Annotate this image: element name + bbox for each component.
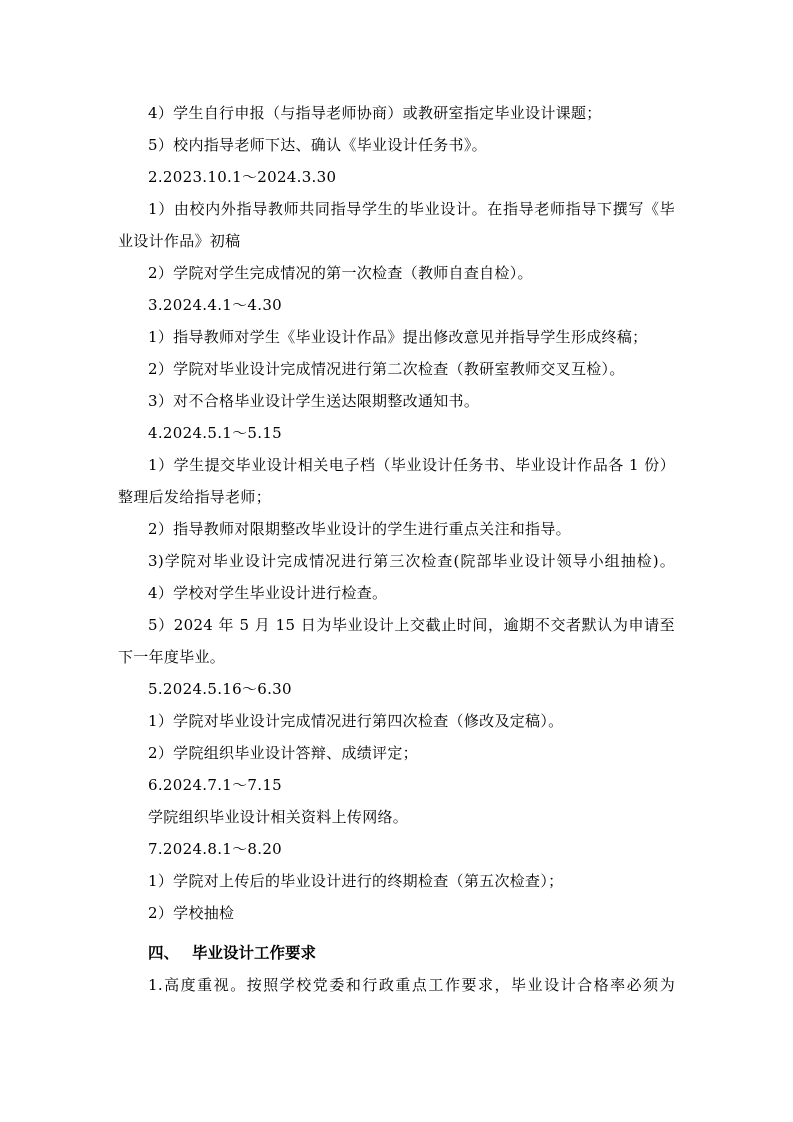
text-line: 2）指导教师对限期整改毕业设计的学生进行重点关注和指导。: [148, 520, 571, 538]
text-line: 4）学校对学生毕业设计进行检查。: [148, 584, 388, 602]
text-line: 3）对不合格毕业设计学生送达限期整改通知书。: [148, 392, 480, 410]
text-line: 5）2024 年 5 月 15 日为毕业设计上交截止时间，逾期不交者默认为申请至: [148, 616, 675, 634]
text-line: 2.2023.10.1～2024.3.30: [148, 168, 337, 186]
text-line: 下一年度毕业。: [118, 648, 226, 666]
text-line: 2）学院对学生完成情况的第一次检查（教师自查自检）。: [148, 264, 533, 282]
text-line: 6.2024.7.1～7.15: [148, 776, 283, 794]
text-line: 学院组织毕业设计相关资料上传网络。: [148, 808, 409, 826]
text-line: 5.2024.5.16～6.30: [148, 680, 292, 698]
text-line: 整理后发给指导老师；: [118, 488, 272, 506]
text-line: 2）学校抽检: [148, 904, 235, 922]
text-line: 3)学院对毕业设计完成情况进行第三次检查(院部毕业设计领导小组抽检)。: [148, 552, 675, 570]
text-line: 1）由校内外指导教师共同指导学生的毕业设计。在指导老师指导下撰写《毕: [148, 200, 675, 218]
text-line: 3.2024.4.1～4.30: [148, 296, 283, 314]
text-line: 4）学生自行申报（与指导老师协商）或教研室指定毕业设计课题；: [148, 104, 602, 122]
text-line: 2）学院对毕业设计完成情况进行第二次检查（教研室教师交叉互检）。: [148, 360, 625, 378]
section-heading: [148, 943, 316, 963]
text-line: 4.2024.5.1～5.15: [148, 424, 283, 442]
text-line: 1.高度重视。按照学校党委和行政重点工作要求，毕业设计合格率必须为: [148, 976, 675, 994]
section-number: 四、: [148, 944, 180, 962]
text-line: 2）学院组织毕业设计答辩、成绩评定；: [148, 744, 418, 762]
text-line: 1）指导教师对学生《毕业设计作品》提出修改意见并指导学生形成终稿；: [148, 328, 648, 346]
text-line: 业设计作品》初稿: [118, 232, 241, 250]
section-title: 毕业设计工作要求: [192, 944, 317, 962]
text-line: 1）学生提交毕业设计相关电子档（毕业设计任务书、毕业设计作品各 1 份）: [148, 456, 675, 474]
text-line: 7.2024.8.1～8.20: [148, 840, 283, 858]
text-line: 1）学院对上传后的毕业设计进行的终期检查（第五次检查）；: [148, 872, 564, 890]
text-line: 1）学院对毕业设计完成情况进行第四次检查（修改及定稿）。: [148, 712, 564, 730]
text-line: 5）校内指导老师下达、确认《毕业设计任务书》。: [148, 136, 487, 154]
